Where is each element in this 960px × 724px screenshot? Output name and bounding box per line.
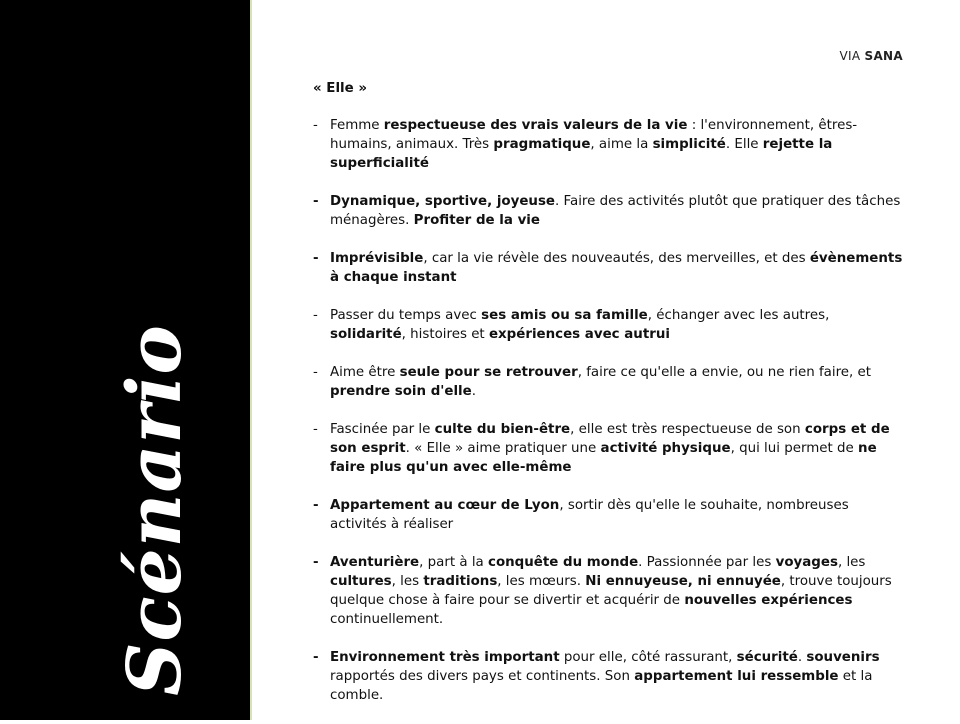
persona-traits-list (313, 116, 905, 705)
trait-text: Aime être (330, 365, 400, 380)
trait-item (313, 496, 905, 534)
bullet-dash: - (313, 118, 318, 133)
trait-text: , les (391, 574, 424, 589)
bullet-dash: - (313, 251, 319, 266)
trait-emphasis: solidarité (330, 327, 402, 342)
trait-text: Femme (330, 118, 384, 133)
brand-label (840, 49, 903, 63)
trait-emphasis: simplicité (652, 137, 726, 152)
trait-text: , aime la (590, 137, 653, 152)
trait-text: . Elle (725, 137, 763, 152)
brand-name: SANA (864, 49, 903, 63)
trait-item (313, 648, 905, 705)
trait-item (313, 249, 905, 287)
trait-emphasis: nouvelles expériences (684, 593, 853, 608)
trait-text: , sortir dès qu'elle le souhaite, nombreuses activités à réaliser (330, 498, 849, 532)
trait-text: rapportés des divers pays et continents. Son (330, 669, 635, 684)
trait-item (313, 553, 905, 629)
trait-item (313, 363, 905, 401)
sidebar-title: Scénario (112, 324, 198, 696)
trait-emphasis: Aventurière (330, 555, 420, 570)
trait-text: , trouve toujours quelque chose à faire pour se divertir et acquérir de (330, 574, 892, 608)
trait-emphasis: activité physique (600, 441, 731, 456)
trait-text: , faire ce qu'elle a envie, ou ne rien faire, et (577, 365, 872, 380)
trait-emphasis: Dynamique, sportive, joyeuse (330, 194, 555, 209)
trait-text: . Faire des activités plutôt que pratiquer des tâches ménagères. (330, 194, 901, 228)
trait-emphasis: Imprévisible (330, 251, 424, 266)
trait-text: . (471, 384, 476, 399)
trait-text: , car la vie révèle des nouveautés, des merveilles, et des (423, 251, 810, 266)
trait-emphasis: rejette la superficialité (330, 137, 833, 171)
bullet-dash: - (313, 422, 318, 437)
trait-text: , les (837, 555, 866, 570)
trait-text: . Passionnée par les (638, 555, 776, 570)
bullet-dash: - (313, 365, 318, 380)
trait-emphasis: seule pour se retrouver (399, 365, 578, 380)
trait-emphasis: pragmatique (493, 137, 591, 152)
trait-item (313, 306, 905, 344)
trait-emphasis: Appartement au cœur de Lyon (330, 498, 560, 513)
bullet-dash: - (313, 194, 319, 209)
trait-text: , qui lui permet de (730, 441, 859, 456)
persona-quote: « Elle » (313, 81, 368, 96)
brand-prefix: VIA (839, 49, 861, 63)
trait-text: . « Elle » aime pratiquer une (405, 441, 601, 456)
trait-emphasis: appartement lui ressemble (634, 669, 839, 684)
trait-text: , histoires et (401, 327, 489, 342)
trait-emphasis: culte du bien-être (434, 422, 571, 437)
trait-item (313, 116, 905, 173)
trait-emphasis: corps et de son esprit (330, 422, 890, 456)
trait-text: , elle est très respectueuse de son (570, 422, 805, 437)
trait-emphasis: conquête du monde (488, 555, 639, 570)
trait-text: Fascinée par le (330, 422, 435, 437)
trait-emphasis: ne faire plus qu'un avec elle-même (330, 441, 877, 475)
trait-item (313, 192, 905, 230)
trait-text: et la comble. (330, 669, 873, 703)
trait-emphasis: Ni ennuyeuse, ni ennuyée (585, 574, 781, 589)
bullet-dash: - (313, 650, 319, 665)
trait-emphasis: ses amis ou sa famille (481, 308, 648, 323)
scenario-content (313, 79, 905, 724)
trait-text: , échanger avec les autres, (647, 308, 830, 323)
sidebar-panel (0, 0, 252, 720)
trait-text: pour elle, côté rassurant, (559, 650, 737, 665)
trait-emphasis: prendre soin d'elle (330, 384, 472, 399)
trait-emphasis: voyages (775, 555, 838, 570)
trait-emphasis: cultures (330, 574, 392, 589)
bullet-dash: - (313, 498, 319, 513)
bullet-dash: - (313, 555, 319, 570)
trait-emphasis: souvenirs (806, 650, 880, 665)
trait-text: , les mœurs. (497, 574, 586, 589)
trait-emphasis: Profiter de la vie (413, 213, 540, 228)
bullet-dash: - (313, 308, 318, 323)
trait-text: continuellement. (330, 612, 444, 627)
trait-item (313, 420, 905, 477)
trait-text: . (797, 650, 807, 665)
trait-emphasis: Environnement très important (330, 650, 560, 665)
trait-text: Passer du temps avec (330, 308, 482, 323)
trait-text: , part à la (419, 555, 489, 570)
trait-emphasis: expériences avec autrui (488, 327, 670, 342)
trait-text: : l'environnement, êtres-humains, animaux. Très (330, 118, 858, 152)
trait-emphasis: sécurité (736, 650, 798, 665)
trait-emphasis: traditions (423, 574, 498, 589)
trait-emphasis: évènements à chaque instant (330, 251, 903, 285)
trait-emphasis: respectueuse des vrais valeurs de la vie (383, 118, 688, 133)
